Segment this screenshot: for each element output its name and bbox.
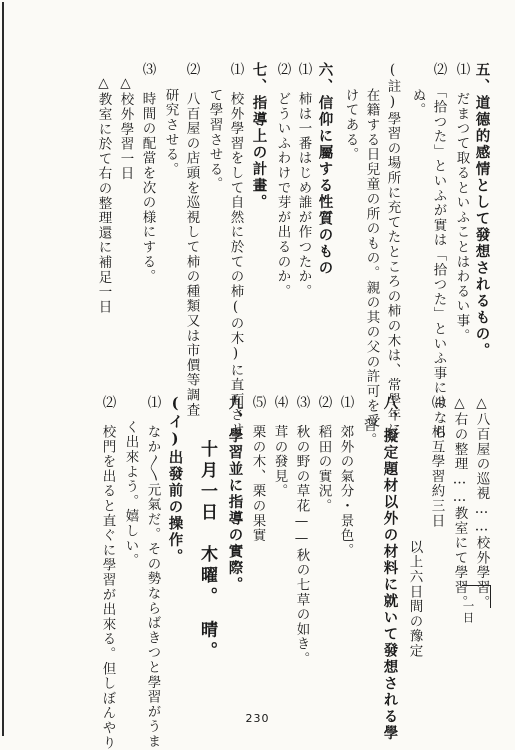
text-column: ⑶ 時間の配當を次の様にする。 [139,62,156,284]
text-column: ⑶ 秋の野の草花——秋の七草の如き。 [293,395,310,667]
text-column: ⑵ 八百屋の店頭を巡視して柿の種類又は市價等調査 [183,62,200,418]
text-column: ⑴ なか〳〵元氣だ。その勢ならばきつと學習がうま [144,395,161,749]
text-column: △教室に於て右の整理還に補足一日 [95,75,112,315]
text-column: (イ)出發前の操作。 [166,395,184,565]
text-column: 在籍する日兒童の所のもの。親の其の父の許可を受 [363,88,380,429]
text-column: (註)學習の場所に充てたところの柿の木は、常學年に [384,62,401,437]
text-column: ⑴ 校外學習をして自然に於ての柿(の木)に直面させ [227,62,244,437]
text-column: ぬ。 [409,88,426,118]
text-column: 七、指導上の計畫。 [250,62,268,211]
text-column: て學習させる。 [206,88,223,192]
text-column: △右の整理……教室にて學習。 [451,395,468,610]
text-column: 六、信仰に屬する性質のもの [316,62,334,277]
text-column: 習。 [360,418,377,448]
text-column: く出來よう。嬉しい。 [122,420,139,568]
text-column: ⑴ 郊外の氣分・景色。 [337,395,354,558]
page-number: 230 [245,712,270,725]
text-column: ⑷ 相互學習約三日 [428,395,445,529]
text-column: ⑵ 稻田の實況。 [315,395,332,514]
text-column: ⑸ 栗の木、栗の果實 [249,395,266,543]
text-column: ⑵ どういふわけで芽が出るのか。 [274,62,291,299]
bracket-label: 一日 [461,600,476,623]
text-column: 九、學習並に指導の實際。 [226,395,244,593]
text-column: 研究させる。 [162,88,179,177]
text-column: 八、擬定題材以外の材料に就いて發想される學 [381,395,399,742]
text-column: △八百屋の巡視……校外學習。 [473,395,490,610]
text-column: ⑴ 柿は一番はじめ誰が作つたか。 [295,62,312,299]
text-column: 五、道德的感情として發想されるもの。 [473,62,491,359]
text-column: けてある。 [342,88,359,162]
text-column: ⑴ だまつて取るといふことはわるい事。 [453,62,470,344]
text-column: ⑵ 校門を出ると直ぐに學習が出來る。但しぼんやり [99,395,116,750]
text-column: ⑵ 「拾つた」といふが實は「拾つた」といふ事にはなら [430,62,447,441]
text-column: ⑷ 茸の發見。 [271,395,288,499]
text-column: 十月一日 木曜。 晴。 [197,440,217,663]
text-column: △校外學習一日 [117,75,134,182]
text-column: 以上六日間の豫定 [406,540,423,659]
